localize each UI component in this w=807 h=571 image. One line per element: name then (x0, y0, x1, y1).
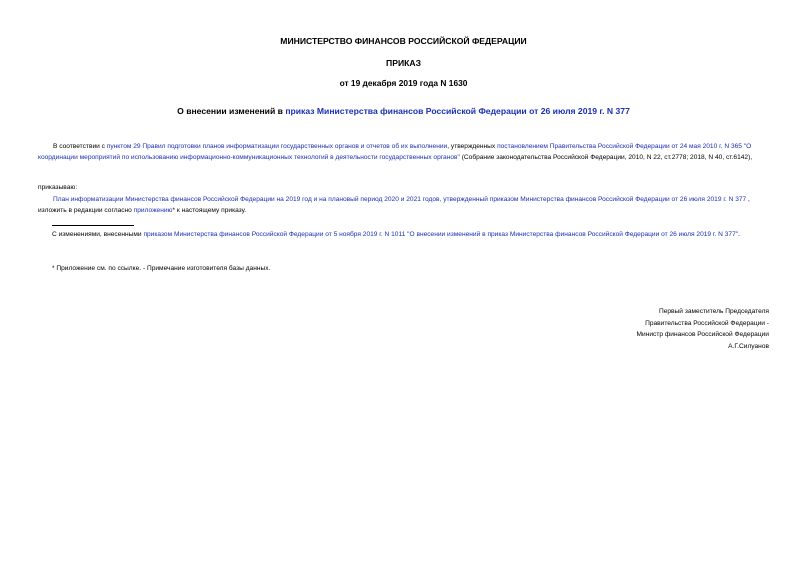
signature-name: А.Г.Силуанов (728, 342, 769, 350)
resolution-link[interactable]: постановлением Правительства Российской Федерации от 24 мая 2010 г. N 365 "О координации мероприятий по использованию информационно-коммуникационных технологий в деятельности государственных органов" (38, 143, 752, 161)
order-date: от 19 декабря 2019 года N 1630 (339, 78, 468, 88)
rules-link[interactable]: пунктом 29 Правил подготовки планов информатизации государственных органов и отчетов об их выполнении (106, 143, 448, 150)
order-377-link[interactable]: приказом Министерства финансов Российской Федерации от 26 июля 2019 г. N 377 (489, 196, 747, 203)
order-title-link[interactable]: приказ Министерства финансов Российской Федерации от 26 июля 2019 г. N 377 (285, 106, 630, 116)
appendix-link[interactable]: приложению (133, 206, 173, 214)
order-heading: ПРИКАЗ (386, 58, 421, 68)
paragraph-basis (38, 142, 769, 163)
basis-text-a: В соответствии с (53, 143, 107, 150)
ministry-heading: МИНИСТЕРСТВО ФИНАНСОВ РОССИЙСКОЙ ФЕДЕРАЦИИ (280, 36, 527, 46)
signature-line-3: Министр финансов Российской Федерации (636, 331, 769, 338)
footnote-changes (52, 230, 769, 241)
changes-text-b: . (738, 231, 740, 238)
signature-line-1: Первый заместитель Председателя (658, 308, 769, 315)
paragraph-plan (38, 195, 769, 216)
order-title (38, 106, 769, 116)
basis-text-c: (Собрание законодательства Российской Федерации, 2010, N 22, ст.2778; 2018, N 40, ст.6142), (459, 153, 753, 161)
plan-text-b: , изложить в редакции согласно (38, 196, 750, 214)
signature-line-2: Правительства Российской Федерации - (645, 319, 769, 327)
order-1011-link[interactable]: приказом Министерства финансов Российской Федерации от 5 ноября 2019 г. N 1011 "О внесении изменений в приказ Министерства финансов Российской Федерации от 26 июля 2019 г. N 377" (143, 231, 739, 238)
footnote-divider (52, 225, 134, 226)
signature-block (637, 306, 769, 352)
footnote-appendix-note: * Приложение см. по ссылке. - Примечание изготовителя базы данных. (52, 265, 271, 272)
plan-text-c: * к настоящему приказу. (172, 206, 247, 214)
paragraph-order-word: приказываю: (38, 184, 78, 191)
changes-text-a: С изменениями, внесенными (52, 231, 144, 238)
plan-text-a: План информатизации Министерства финансов Российской Федерации на 2019 год и на плановый период 2020 и 2021 годов, утвержденный (53, 196, 490, 203)
order-title-prefix: О внесении изменений в (177, 106, 286, 116)
basis-text-b: , утвержденных (447, 143, 498, 150)
